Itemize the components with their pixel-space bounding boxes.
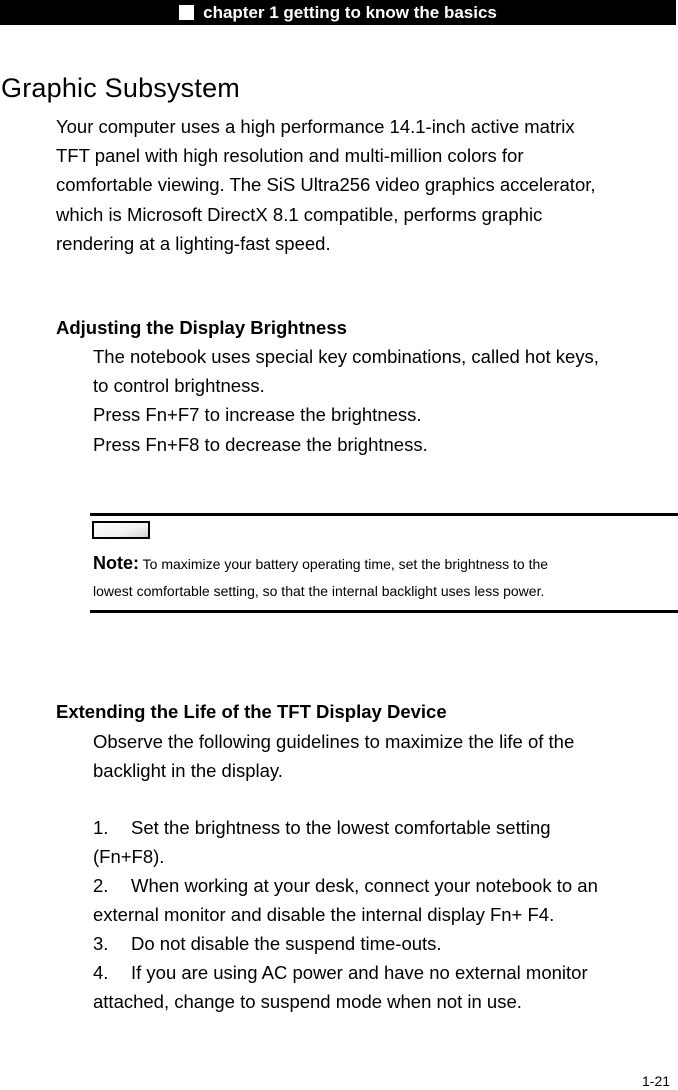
extend-line: backlight in the display. [93,760,283,782]
intro-paragraph [56,112,676,258]
list-text: attached, change to suspend mode when not in use. [93,990,522,1012]
intro-line: which is Microsoft DirectX 8.1 compatible, performs graphic [56,203,543,225]
brightness-heading: Adjusting the Display Brightness [56,317,347,338]
list-number: 4. [93,962,109,983]
intro-line: rendering at a lighting-fast speed. [56,232,331,254]
list-item [93,930,673,959]
list-text: Do not disable the suspend time-outs. [131,933,442,954]
list-number: 1. [93,817,109,838]
list-number: 3. [93,933,109,954]
intro-line: Your computer uses a high performance 14.1-inch active matrix [56,116,575,137]
note-line: lowest comfortable setting, so that the internal backlight uses less power. [93,583,545,599]
note-line: To maximize your battery operating time, set the brightness to the [139,556,549,572]
note-label: Note: [93,553,139,573]
list-text: If you are using AC power and have no external monitor [131,962,588,983]
intro-line: comfortable viewing. The SiS Ultra256 video graphics accelerator, [56,174,596,196]
brightness-paragraph [93,342,673,459]
list-text: external monitor and disable the internal display Fn+ F4. [93,903,555,925]
list-text: Set the brightness to the lowest comfortable setting [131,817,551,838]
extend-line: Observe the following guidelines to maximize the life of the [93,731,575,752]
square-bullet-icon [179,5,194,20]
list-text: When working at your desk, connect your notebook to an [131,875,598,896]
list-item [93,814,673,872]
brightness-line: to control brightness. [93,375,265,397]
note-paper-icon [92,521,150,539]
brightness-line: Press Fn+F7 to increase the brightness. [93,404,422,426]
list-item [93,872,673,930]
page-number: 1-21 [642,1073,671,1089]
list-number: 2. [93,875,109,896]
extend-life-heading: Extending the Life of the TFT Display Device [56,701,447,722]
extend-life-paragraph [93,727,673,785]
list-text: (Fn+F8). [93,845,165,867]
brightness-line: The notebook uses special key combinations, called hot keys, [93,346,599,367]
note-box [90,513,678,613]
intro-line: TFT panel with high resolution and multi-million colors for [56,145,524,167]
brightness-line: Press Fn+F8 to decrease the brightness. [93,433,428,455]
chapter-header-bar [0,0,676,25]
list-item [93,959,673,1017]
note-text [93,550,673,605]
section-title: Graphic Subsystem [1,73,240,103]
chapter-title: chapter 1 getting to know the basics [203,2,497,22]
